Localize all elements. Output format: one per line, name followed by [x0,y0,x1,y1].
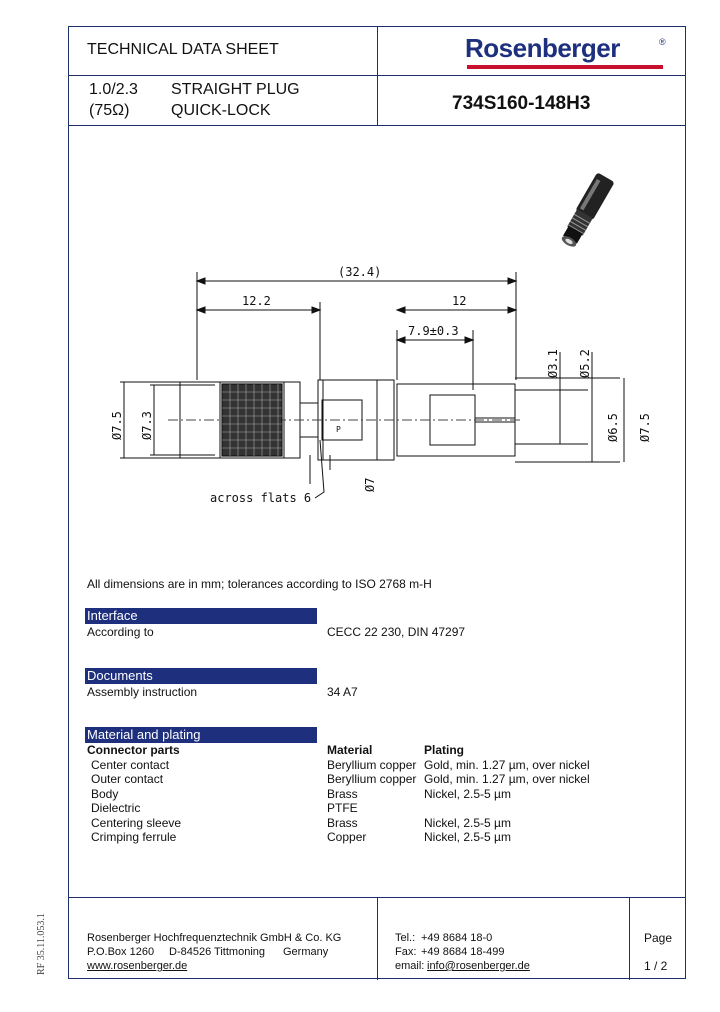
table-row-part: Center contact [91,758,170,772]
material-heading: Material and plating [85,727,317,743]
footer-company: Rosenberger Hochfrequenztechnik GmbH & Co. KG [87,932,342,944]
interface-label: According to [87,625,154,639]
table-row-part: Outer contact [91,772,164,786]
footer-pobox: P.O.Box 1260 [87,946,155,958]
documents-value: 34 A7 [327,685,358,699]
diam-right-1: Ø3.1 [546,349,560,378]
diam-right-3: Ø6.5 [606,413,620,442]
page-number: 1 / 2 [644,959,668,973]
dim-right-label: 12 [452,294,467,308]
diam-right-2: Ø5.2 [578,349,592,378]
interface-heading: Interface [85,608,317,624]
tolerance-note: All dimensions are in mm; tolerances according to ISO 2768 m-H [87,577,432,591]
across-flats-label: across flats 6 [210,491,312,505]
table-row-plating: Gold, min. 1.27 µm, over nickel [424,772,590,786]
table-row-plating: Gold, min. 1.27 µm, over nickel [424,758,590,772]
table-row-part: Dielectric [91,801,141,815]
diam-body: Ø7 [363,477,377,492]
table-row-plating: Nickel, 2.5-5 µm [424,787,511,801]
table-row-material: Copper [327,830,367,844]
part-number: 734S160-148H3 [452,93,591,114]
table-row-part: Body [91,787,119,801]
table-row-material: PTFE [327,801,358,815]
footer-city: D-84526 Tittmoning [169,946,265,958]
rosenberger-logo [463,31,673,71]
p-marker: P [336,425,341,434]
footer-email-label: email: [395,960,425,972]
table-row-part: Centering sleeve [91,816,182,830]
page-label: Page [644,931,673,945]
dim-tol-label: 7.9±0.3 [408,324,459,338]
footer-fax: +49 8684 18-499 [421,946,505,958]
diam-left-outer: Ø7.5 [110,411,124,440]
product-line1: STRAIGHT PLUG [171,81,300,98]
table-row-material: Brass [327,816,358,830]
dim-left-label: 12.2 [242,294,271,308]
col-header-parts: Connector parts [87,743,180,757]
series-line2: (75Ω) [89,102,130,119]
product-line2: QUICK-LOCK [171,102,271,119]
side-document-code: RF 35.11.053.1 [36,913,47,975]
footer-website-link[interactable]: www.rosenberger.de [87,960,188,972]
documents-heading: Documents [85,668,317,684]
col-header-material: Material [327,743,373,757]
col-header-plating: Plating [424,743,465,757]
diam-left-inner: Ø7.3 [140,411,154,440]
doc-type-title: TECHNICAL DATA SHEET [87,41,279,58]
documents-label: Assembly instruction [87,685,198,699]
table-row-plating: Nickel, 2.5-5 µm [424,830,511,844]
footer-tel-label: Tel.: [395,932,416,944]
table-row-part: Crimping ferrule [91,830,177,844]
table-row-material: Beryllium copper [327,758,417,772]
footer-tel: +49 8684 18-0 [421,932,493,944]
table-row-material: Beryllium copper [327,772,417,786]
series-line1: 1.0/2.3 [89,81,138,98]
sheet-frame [68,26,686,979]
footer-fax-label: Fax: [395,946,417,958]
interface-value: CECC 22 230, DIN 47297 [327,625,466,639]
logo-bar [467,65,663,69]
diam-right-4: Ø7.5 [638,413,652,442]
dim-overall-label: (32.4) [338,265,382,279]
logo-reg-mark: ® [659,37,666,47]
footer-email-link[interactable]: info@rosenberger.de [427,960,530,972]
footer-country: Germany [283,946,329,958]
table-row-material: Brass [327,787,358,801]
logo-text: Rosenberger [465,33,620,63]
table-row-plating: Nickel, 2.5-5 µm [424,816,511,830]
